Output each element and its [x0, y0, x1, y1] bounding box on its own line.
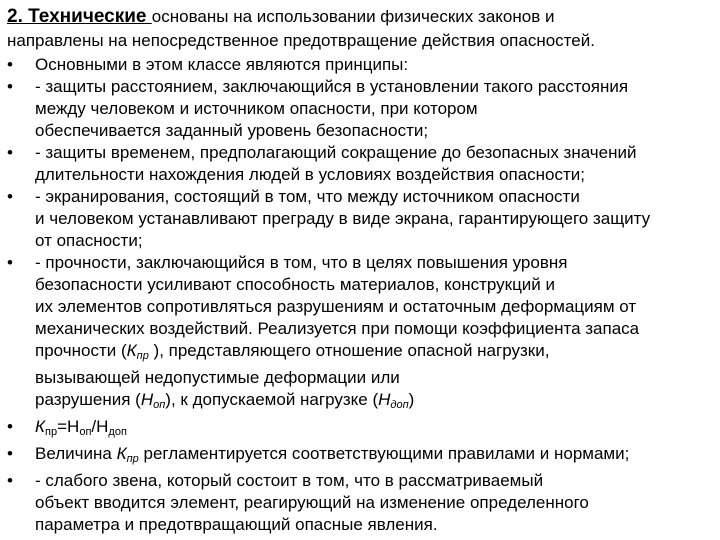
distance-line-2: между человеком и источником опасности, при котором: [35, 99, 478, 118]
intro-text: Основными в этом классе являются принципы:: [35, 55, 409, 74]
h-symbol: Н: [140, 390, 154, 409]
bullet: •: [7, 417, 13, 436]
shielding-line-1: - экранирования, состоящий в том, что между источником опасности: [35, 187, 580, 206]
formula: [35, 416, 715, 443]
magnitude-b: регламентируется соответствующими правилами и нормами;: [138, 444, 630, 463]
magnitude-line: [35, 443, 715, 470]
bullet: •: [7, 55, 13, 74]
list-item-shielding: [7, 186, 715, 252]
formula-slash: /Н: [91, 417, 109, 436]
list-item-time: [7, 142, 715, 186]
distance-line-3: обеспечивается заданный уровень безопасности;: [35, 121, 429, 140]
magnitude-a: Величина: [35, 444, 117, 463]
formula-k-sub: пр: [45, 426, 58, 438]
heading: [7, 6, 715, 28]
strength-line-3: их элементов сопротивляться разрушениям и остаточным деформациям от: [35, 297, 637, 316]
magnitude-k-sub: пр: [126, 453, 139, 465]
list-item-distance: [7, 76, 715, 142]
bullet: •: [7, 77, 13, 96]
formula-op-sub: оп: [79, 426, 92, 438]
time-line-1: - защиты временем, предполагающий сокращение до безопасных значений: [35, 143, 637, 162]
shielding-line-3: от опасности;: [35, 231, 143, 250]
shielding-line-2: и человеком устанавливают преграду в виде экрана, гарантирующего защиту: [35, 209, 651, 228]
distance-line-1: - защиты расстоянием, заключающийся в установлении такого расстояния: [35, 77, 629, 96]
list-item-strength: [7, 252, 715, 416]
magnitude-k: К: [116, 444, 127, 463]
h2-subscript: доп: [390, 399, 409, 411]
strength-line-4: механических воздействий. Реализуется при помощи коэффициента запаса: [35, 319, 640, 338]
time-line-2: длительности нахождения людей в условиях воздействия опасности;: [35, 165, 585, 184]
principles-list: [7, 54, 715, 536]
strength-line-7-c: ): [408, 390, 415, 409]
heading-strong: 2. Технические: [7, 6, 152, 27]
formula-eq: =Н: [57, 417, 80, 436]
lead-line: направлены на непосредственное предотвращение действия опасностей.: [7, 31, 595, 50]
strength-line-5-b: ), представляющего отношение опасной нагрузки,: [148, 341, 550, 360]
bullet: •: [7, 471, 13, 490]
list-item-magnitude: [7, 443, 715, 470]
h-subscript: оп: [153, 399, 166, 411]
h2-symbol: Н: [378, 390, 391, 409]
strength-line-5: [35, 340, 715, 367]
list-item-intro: [7, 54, 715, 76]
heading-rest: основаны на использовании физических законов и: [151, 7, 555, 26]
strength-line-7-a: разрушения (: [35, 390, 141, 409]
list-item-formula: [7, 416, 715, 443]
strength-line-2: безопасности усиливают способность материалов, конструкций и: [35, 275, 556, 294]
strength-line-1: - прочности, заключающийся в том, что в целях повышения уровня: [35, 253, 568, 272]
weak-line-1: - слабого звена, который состоит в том, что в рассматриваемый: [35, 471, 544, 490]
strength-line-7-b: ), к допускаемой нагрузке (: [165, 390, 379, 409]
k-subscript: пр: [136, 350, 149, 362]
strength-line-7: [35, 389, 715, 416]
bullet: •: [7, 143, 13, 162]
formula-dop-sub: доп: [108, 426, 127, 438]
slide-content: [7, 4, 715, 536]
k-symbol: К: [126, 341, 137, 360]
list-item-weak-link: [7, 470, 715, 536]
weak-line-2: объект вводится элемент, реагирующий на изменение определенного: [35, 493, 589, 512]
strength-line-5-a: прочности (: [35, 341, 127, 360]
formula-k: К: [35, 417, 46, 436]
bullet: •: [7, 444, 13, 463]
bullet: •: [7, 187, 13, 206]
bullet: •: [7, 253, 13, 272]
strength-line-6: вызывающей недопустимые деформации или: [35, 368, 400, 387]
weak-line-3: параметра и предотвращающий опасные явления.: [35, 515, 438, 534]
